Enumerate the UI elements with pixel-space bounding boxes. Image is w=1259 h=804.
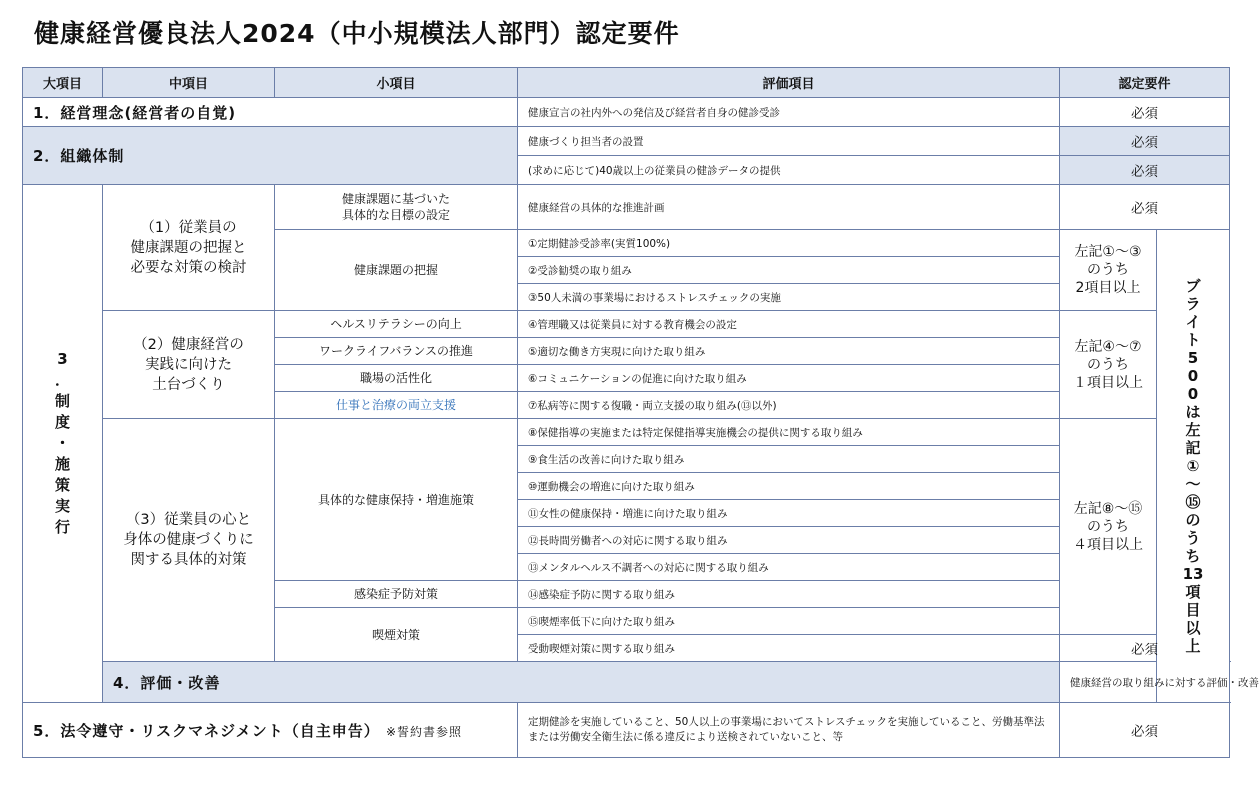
- eval-cell: 定期健診を実施していること、50人以上の事業場においてストレスチェックを実施していること、労働基準法または労働安全衛生法に係る違反により送検されていないこと、等: [518, 703, 1060, 758]
- eval-cell: ⑭感染症予防に関する取り組み: [518, 581, 1060, 608]
- header-middle: 中項目: [103, 68, 275, 98]
- eval-cell: ⑮喫煙率低下に向けた取り組み: [518, 608, 1060, 635]
- table-row: [23, 311, 1230, 338]
- requirement-cell: 必須: [1060, 156, 1230, 185]
- minor-item-grasp: 健康課題の把握: [275, 230, 518, 311]
- eval-cell: ⑫長時間労働者への対応に関する取り組み: [518, 527, 1060, 554]
- requirement-cell: 必須: [1060, 127, 1230, 156]
- minor-item-active: 職場の活性化: [275, 365, 518, 392]
- section-2-label: 2．組織体制: [23, 127, 518, 185]
- requirement-cell: 必須: [1060, 635, 1230, 662]
- minor-item-wlb: ワークライフバランスの推進: [275, 338, 518, 365]
- table-row: [23, 662, 1230, 703]
- eval-cell: ⑪女性の健康保持・増進に向けた取り組み: [518, 500, 1060, 527]
- header-requirement: 認定要件: [1060, 68, 1230, 98]
- middle-item-2: （2）健康経営の 実践に向けた 土台づくり: [103, 311, 275, 419]
- middle-item-1: （1）従業員の 健康課題の把握と 必要な対策の検討: [103, 185, 275, 311]
- table-row: [23, 98, 1230, 127]
- pledge-note: ※誓約書参照: [385, 724, 462, 739]
- header-minor: 小項目: [275, 68, 518, 98]
- minor-item-literacy: ヘルスリテラシーの向上: [275, 311, 518, 338]
- eval-cell: ⑥コミュニケーションの促進に向けた取り組み: [518, 365, 1060, 392]
- bright500-note: ブ ラ イ ト 5 0 0 は 左 記 ① ～ ⑮ の う ち 13 項 目 以 上: [1157, 230, 1230, 703]
- eval-cell: ④管理職又は従業員に対する教育機会の設定: [518, 311, 1060, 338]
- page-title: 健康経営優良法人2024（中小規模法人部門）認定要件: [34, 19, 680, 48]
- table-row: [23, 185, 1230, 230]
- eval-cell: ⑩運動機会の増進に向けた取り組み: [518, 473, 1060, 500]
- header-row: [23, 68, 1230, 98]
- section-5-label: 5．法令遵守・リスクマネジメント（自主申告） ※誓約書参照: [23, 703, 518, 758]
- eval-cell: ⑧保健指導の実施または特定保健指導実施機会の提供に関する取り組み: [518, 419, 1060, 446]
- header-evaluation: 評価項目: [518, 68, 1060, 98]
- eval-cell: ⑤適切な働き方実現に向けた取り組み: [518, 338, 1060, 365]
- minor-item-treatment: 仕事と治療の両立支援: [275, 392, 518, 419]
- eval-cell: 健康づくり担当者の設置: [518, 127, 1060, 156]
- eval-cell: 健康宣言の社内外への発信及び経営者自身の健診受診: [518, 98, 1060, 127]
- section-4-label: 4．評価・改善: [103, 662, 1060, 703]
- table-row: [23, 419, 1230, 446]
- condition-3: 左記⑧～⑮ のうち ４項目以上: [1060, 419, 1157, 635]
- middle-item-3: （3）従業員の心と 身体の健康づくりに 関する具体的対策: [103, 419, 275, 662]
- eval-cell: ⑨食生活の改善に向けた取り組み: [518, 446, 1060, 473]
- eval-cell: ①定期健診受診率(実質100%): [518, 230, 1060, 257]
- eval-cell: ③50人未満の事業場におけるストレスチェックの実施: [518, 284, 1060, 311]
- requirements-table: [22, 67, 1259, 758]
- section-1-label: 1．経営理念(経営者の自覚): [23, 98, 518, 127]
- eval-cell: 健康経営の取り組みに対する評価・改善: [1060, 662, 1157, 703]
- condition-2: 左記④～⑦ のうち １項目以上: [1060, 311, 1157, 419]
- minor-item-health: 具体的な健康保持・増進施策: [275, 419, 518, 581]
- requirement-cell: 必須: [1060, 185, 1230, 230]
- header-major: 大項目: [23, 68, 103, 98]
- minor-item-infection: 感染症予防対策: [275, 581, 518, 608]
- requirement-cell: 必須: [1060, 98, 1230, 127]
- eval-cell: 受動喫煙対策に関する取り組み: [518, 635, 1060, 662]
- requirement-cell: 必須: [1060, 703, 1230, 758]
- eval-cell: 健康経営の具体的な推進計画: [518, 185, 1060, 230]
- table-row: [23, 127, 1230, 156]
- eval-cell: (求めに応じて)40歳以上の従業員の健診データの提供: [518, 156, 1060, 185]
- eval-cell: ⑦私病等に関する復職・両立支援の取り組み(⑬以外): [518, 392, 1060, 419]
- minor-item-target: 健康課題に基づいた 具体的な目標の設定: [275, 185, 518, 230]
- minor-item-smoking: 喫煙対策: [275, 608, 518, 662]
- eval-cell: ⑬メンタルヘルス不調者への対応に関する取り組み: [518, 554, 1060, 581]
- condition-1: 左記①～③ のうち 2項目以上: [1060, 230, 1157, 311]
- section-3-label: 3 ． 制 度 ・ 施 策 実 行: [23, 185, 103, 703]
- table-row: [23, 703, 1230, 758]
- eval-cell: ②受診勧奨の取り組み: [518, 257, 1060, 284]
